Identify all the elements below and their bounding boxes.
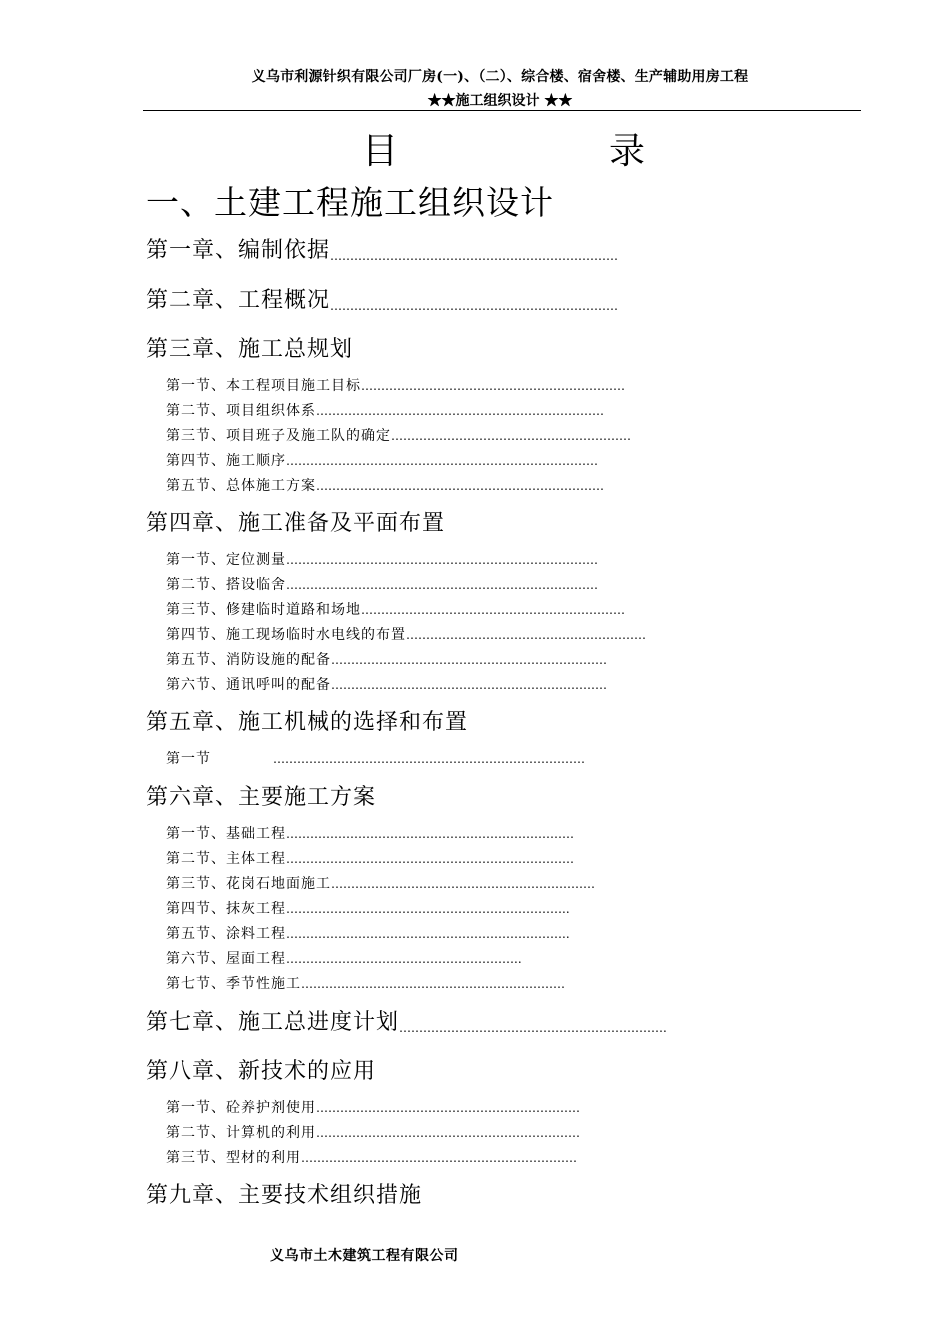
- toc-heading-char-2: 录: [609, 131, 646, 172]
- toc-entry-section[interactable]: [166, 624, 646, 646]
- leader-dots: ……………………………………………………………………: [286, 578, 598, 592]
- header-subtitle: ★★施工组织设计 ★★: [427, 93, 573, 109]
- section-label: 第三节、项目班子及施工队的确定: [166, 428, 391, 444]
- section-label: 第一节、本工程项目施工目标: [166, 378, 361, 394]
- leader-dots: …………………………………………………………: [361, 379, 625, 393]
- toc-entry-section[interactable]: [166, 1122, 580, 1144]
- leader-dots: ………………………………………………………………: [286, 827, 574, 841]
- section-label: 第四节、施工顺序: [166, 453, 286, 469]
- section-label: 第三节、型材的利用: [166, 1150, 301, 1166]
- footer-company: 义乌市土木建筑工程有限公司: [270, 1248, 459, 1264]
- part-title: 一、土建工程施工组织设计: [146, 183, 554, 222]
- leader-dots: ……………………………………………………: [391, 429, 631, 443]
- toc-entry-section[interactable]: [166, 450, 598, 472]
- chapter-label: 第四章、施工准备及平面布置: [146, 511, 446, 536]
- leader-dots: …………………………………………………………: [316, 1126, 580, 1140]
- toc-entry-chapter-7[interactable]: [146, 1008, 667, 1038]
- toc-entry-section[interactable]: [166, 425, 631, 447]
- toc-entry-section[interactable]: [166, 923, 570, 945]
- toc-entry-chapter-6[interactable]: [146, 783, 376, 813]
- toc-entry-section[interactable]: [166, 898, 570, 920]
- leader-dots: ……………………………………………………………..: [286, 902, 570, 916]
- leader-dots: ………………………………………………………………: [316, 404, 604, 418]
- leader-dots: ………………………………………………………….: [399, 1021, 667, 1035]
- toc-entry-chapter-2[interactable]: [146, 286, 618, 316]
- leader-dots: …………………………………………………………: [316, 1101, 580, 1115]
- section-label: 第二节、搭设临舍: [166, 577, 286, 593]
- toc-entry-section[interactable]: [166, 748, 585, 770]
- toc-entry-section[interactable]: [166, 948, 522, 970]
- leader-dots: ……………………………………………………: [406, 628, 646, 642]
- leader-dots: ……………………………………………………………………: [273, 752, 585, 766]
- leader-dots: …………………………………………………………: [361, 603, 625, 617]
- leader-dots: ……………………………………………………………………: [286, 553, 598, 567]
- header-divider: [143, 110, 861, 111]
- toc-entry-section[interactable]: [166, 1097, 580, 1119]
- toc-entry-chapter-1[interactable]: [146, 236, 618, 266]
- toc-entry-section[interactable]: [166, 375, 625, 397]
- section-label: 第二节、主体工程: [166, 851, 286, 867]
- toc-entry-chapter-3[interactable]: [146, 335, 353, 365]
- toc-entry-chapter-8[interactable]: [146, 1057, 376, 1087]
- toc-entry-section[interactable]: [166, 574, 598, 596]
- chapter-label: 第三章、施工总规划: [146, 337, 354, 362]
- toc-entry-section[interactable]: [166, 823, 574, 845]
- toc-entry-section[interactable]: [166, 475, 604, 497]
- section-label: 第六节、屋面工程: [166, 951, 286, 967]
- toc-entry-section[interactable]: [166, 549, 598, 571]
- chapter-label: 第二章、工程概况: [146, 288, 331, 313]
- leader-dots: …………………………………………………………: [301, 977, 565, 991]
- toc-heading-char-1: 目: [362, 131, 399, 172]
- toc-entry-section[interactable]: [166, 649, 607, 671]
- section-label: 第三节、花岗石地面施工: [166, 876, 331, 892]
- toc-entry-section[interactable]: [166, 400, 604, 422]
- section-label: 第六节、通讯呼叫的配备: [166, 677, 331, 693]
- toc-entry-section[interactable]: [166, 1147, 577, 1169]
- chapter-label: 第六章、主要施工方案: [146, 785, 377, 810]
- leader-dots: ……………………………………………………………………: [286, 454, 598, 468]
- toc-entry-section[interactable]: [166, 973, 565, 995]
- section-label: 第二节、计算机的利用: [166, 1125, 316, 1141]
- section-label: 第五节、涂料工程: [166, 926, 286, 942]
- leader-dots: ………………………………………………………………: [330, 299, 619, 313]
- leader-dots: …………………………………………………..: [286, 952, 522, 966]
- leader-dots: ……………………………………………………………: [331, 653, 607, 667]
- chapter-label: 第七章、施工总进度计划: [146, 1010, 400, 1035]
- section-label: 第五节、消防设施的配备: [166, 652, 331, 668]
- section-label: 第一节: [166, 751, 211, 767]
- section-label: 第四节、抹灰工程: [166, 901, 286, 917]
- toc-entry-chapter-5[interactable]: [146, 708, 468, 738]
- toc-entry-chapter-9[interactable]: [146, 1181, 422, 1211]
- toc-entry-section[interactable]: [166, 674, 607, 696]
- chapter-label: 第八章、新技术的应用: [146, 1059, 377, 1084]
- leader-dots: ……………………………………………………………..: [286, 927, 570, 941]
- section-label: 第一节、基础工程: [166, 826, 286, 842]
- section-label: 第一节、定位测量: [166, 552, 286, 568]
- toc-entry-section[interactable]: [166, 848, 574, 870]
- chapter-label: 第一章、编制依据: [146, 238, 331, 263]
- leader-dots: ……………………………………………………………: [331, 678, 607, 692]
- chapter-label: 第九章、主要技术组织措施: [146, 1183, 423, 1208]
- toc-heading: [143, 130, 861, 174]
- toc-entry-section[interactable]: [166, 599, 625, 621]
- header-project-title: 义乌市利源针织有限公司厂房(一)、（二）、综合楼、宿舍楼、生产辅助用房工程: [251, 69, 749, 85]
- leader-dots: ………………………………………………………………: [316, 479, 604, 493]
- section-label: 第二节、项目组织体系: [166, 403, 316, 419]
- toc-entry-section[interactable]: [166, 873, 595, 895]
- section-label: 第三节、修建临时道路和场地: [166, 602, 361, 618]
- section-label: 第一节、砼养护剂使用: [166, 1100, 316, 1116]
- leader-dots: ………………………………………………………………: [330, 249, 619, 263]
- chapter-label: 第五章、施工机械的选择和布置: [146, 710, 469, 735]
- leader-dots: ………………………………………………………………: [286, 852, 574, 866]
- section-label: 第四节、施工现场临时水电线的布置: [166, 627, 406, 643]
- toc-entry-chapter-4[interactable]: [146, 509, 445, 539]
- leader-dots: ……………………………………………………………: [301, 1151, 577, 1165]
- leader-dots: …………………………………………………………: [331, 877, 595, 891]
- section-label: 第七节、季节性施工: [166, 976, 301, 992]
- section-label: 第五节、总体施工方案: [166, 478, 316, 494]
